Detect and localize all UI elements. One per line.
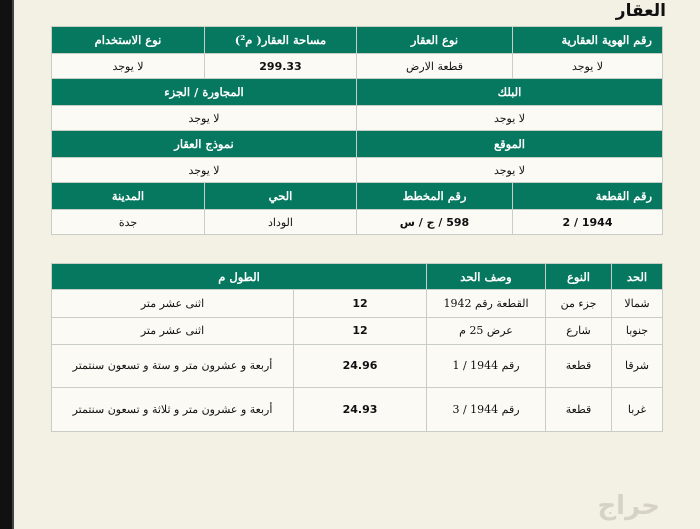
value-plot-number: 1944 / 2 <box>513 210 663 235</box>
header-location: الموقع <box>357 131 663 158</box>
boundary-direction: شمالا <box>612 290 663 318</box>
header-property-id: رقم الهوية العقارية <box>513 27 663 54</box>
table-row <box>52 388 663 432</box>
value-property-area: 299.33 <box>205 54 357 79</box>
header-description: وصف الحد <box>427 264 546 290</box>
boundary-description: القطعة رقم 1942 <box>427 290 546 318</box>
boundary-type: قطعة <box>546 388 612 432</box>
value-property-model: لا يوجد <box>52 158 357 183</box>
value-district: الوداد <box>205 210 357 235</box>
left-frame-line <box>12 0 14 529</box>
value-neighborhood-part: لا يوجد <box>52 106 357 131</box>
value-city: جدة <box>52 210 205 235</box>
boundary-length: 12 <box>294 290 427 318</box>
boundary-description: رقم 1944 / 1 <box>427 345 546 388</box>
boundary-direction: غربا <box>612 388 663 432</box>
header-city: المدينة <box>52 183 205 210</box>
left-frame-edge <box>0 0 12 529</box>
boundary-length: 12 <box>294 318 427 345</box>
value-block: لا يوجد <box>357 106 663 131</box>
header-neighborhood-part: المجاورة / الجزء <box>52 79 357 106</box>
value-property-id: لا يوجد <box>513 54 663 79</box>
page-title: العقار <box>615 1 666 21</box>
value-usage-type: لا يوجد <box>52 54 205 79</box>
table-row <box>52 290 663 318</box>
boundaries-table <box>51 263 663 432</box>
boundary-length: 24.93 <box>294 388 427 432</box>
header-district: الحي <box>205 183 357 210</box>
header-usage-type: نوع الاستخدام <box>52 27 205 54</box>
boundary-length-words: اثنى عشر متر <box>52 290 294 318</box>
header-property-model: نموذج العقار <box>52 131 357 158</box>
boundary-description: رقم 1944 / 3 <box>427 388 546 432</box>
value-plan-number: 598 / ج / س <box>357 210 513 235</box>
boundary-type: قطعة <box>546 345 612 388</box>
boundary-type: جزء من <box>546 290 612 318</box>
boundary-description: عرض 25 م <box>427 318 546 345</box>
boundary-length-words: أربعة و عشرون متر و ثلاثة و تسعون سنتمتر <box>52 388 294 432</box>
boundary-direction: جنوبا <box>612 318 663 345</box>
value-property-type: قطعة الارض <box>357 54 513 79</box>
watermark-logo: حراج <box>597 491 660 521</box>
boundary-length-words: أربعة و عشرون متر و ستة و تسعون سنتمتر <box>52 345 294 388</box>
boundary-length-words: اثنى عشر متر <box>52 318 294 345</box>
boundary-length: 24.96 <box>294 345 427 388</box>
value-location: لا يوجد <box>357 158 663 183</box>
header-boundary: الحد <box>612 264 663 290</box>
header-plan-number: رقم المخطط <box>357 183 513 210</box>
boundary-type: شارع <box>546 318 612 345</box>
table-row <box>52 318 663 345</box>
header-length: الطول م <box>52 264 427 290</box>
header-plot-number: رقم القطعة <box>513 183 663 210</box>
header-property-type: نوع العقار <box>357 27 513 54</box>
header-property-area: مساحة العقار( م²) <box>205 27 357 54</box>
header-type: النوع <box>546 264 612 290</box>
header-block: البلك <box>357 79 663 106</box>
property-info-table <box>51 26 663 235</box>
table-row <box>52 345 663 388</box>
boundary-direction: شرقا <box>612 345 663 388</box>
